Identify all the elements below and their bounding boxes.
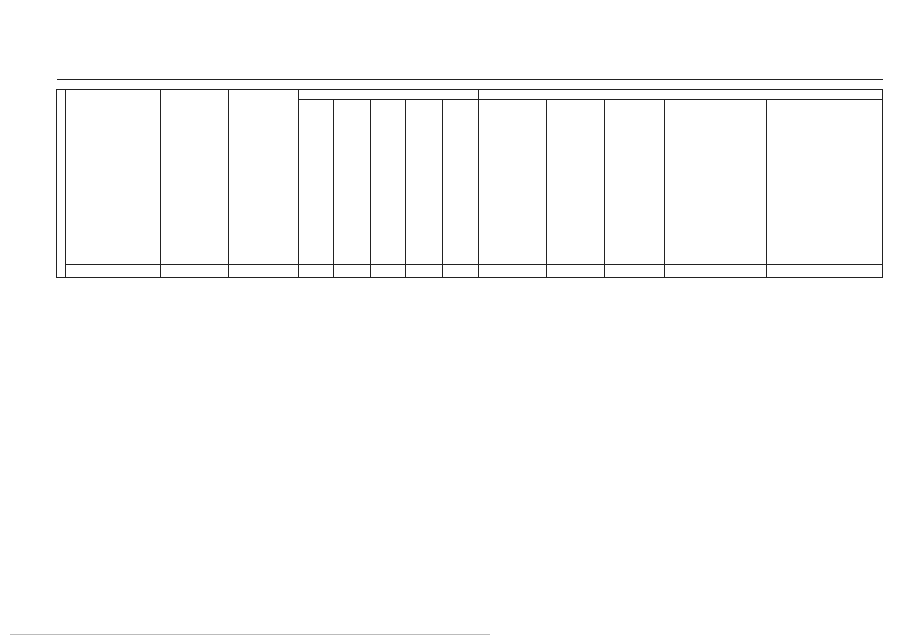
unit-q3 [371,265,406,278]
unit-c2 [547,265,605,278]
page-bottom-rule [10,634,490,635]
year-title [57,80,883,90]
header-houses-q3 [371,100,406,265]
header-number [57,90,66,278]
header-houses-group [299,90,479,100]
unit-q2 [334,265,371,278]
unit-c1 [479,265,547,278]
unit-empty [66,265,161,278]
unit-total [443,265,479,278]
header-cost-q3 [605,100,665,265]
header-cost-q4 [665,100,767,265]
header-cost-q2 [547,100,605,265]
repair-plan-table [56,79,883,278]
header-houses-q1 [299,100,334,265]
header-cost-group [479,90,883,100]
header-name [66,90,161,265]
unit-c4 [665,265,767,278]
unit-area [161,265,229,278]
table-header-2023 [57,80,883,278]
header-houses-q2 [334,100,371,265]
unit-c3 [605,265,665,278]
header-area [161,90,229,265]
header-houses-q4 [406,100,443,265]
unit-q4 [406,265,443,278]
header-houses-total [443,100,479,265]
unit-q1 [299,265,334,278]
unit-residents [229,265,299,278]
year-row [57,80,883,90]
header-group-row [57,90,883,100]
unit-ctotal [767,265,883,278]
header-cost-q1 [479,100,547,265]
header-residents [229,90,299,265]
header-cost-total [767,100,883,265]
units-row [57,265,883,278]
